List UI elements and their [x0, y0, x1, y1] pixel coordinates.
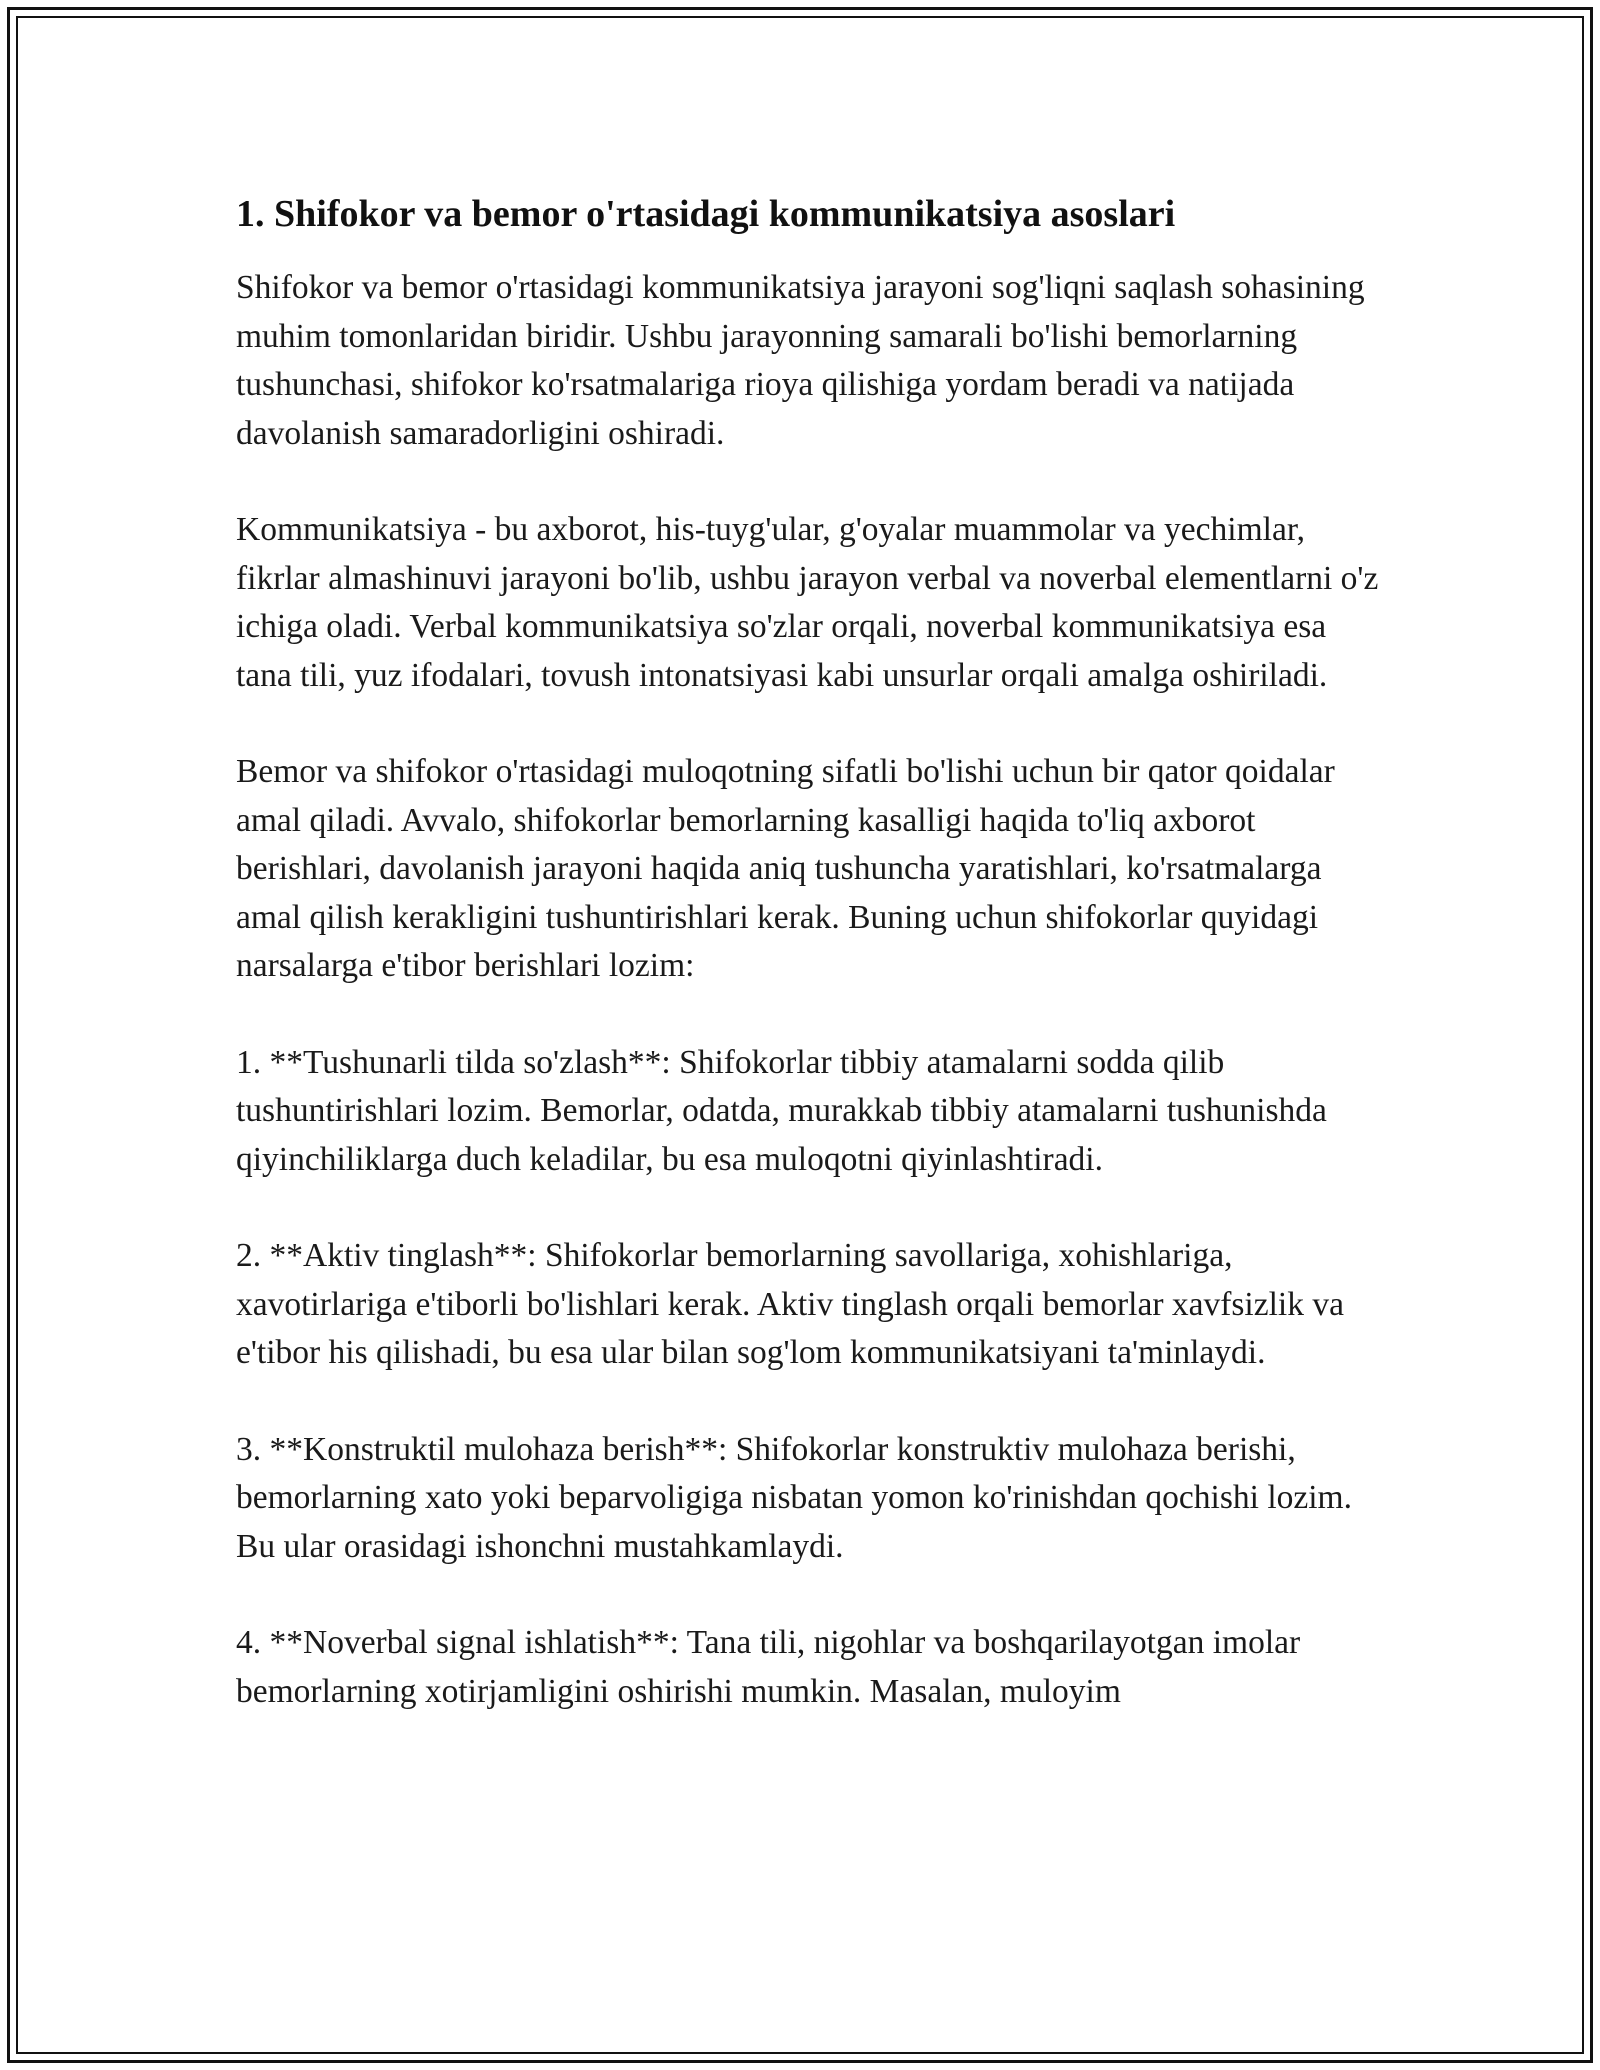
page-title: 1. Shifokor va bemor o'rtasidagi kommunikatsiya asoslari: [236, 193, 1176, 235]
list-item-plain-language: 1. **Tushunarli tilda so'zlash**: Shifokorlar tibbiy atamalarni sodda qilib tushuntirishlari lozim. Bemorlar, odatda, murakkab tibbiy atamalarni tushunishda qiyinchiliklarga duch keladilar, bu esa muloqotni qiyinlashtiradi.: [236, 1043, 1327, 1178]
paragraph-rules: Bemor va shifokor o'rtasidagi muloqotning sifatli bo'lishi uchun bir qator qoidalar amal qiladi. Avvalo, shifokorlar bemorlarning kasalligi haqida to'liq axborot berishlari, davolanish jarayoni haqida aniq tushuncha yaratishlari, ko'rsatmalarga amal qilish kerakligini tushuntirishlari kerak. Buning uchun shifokorlar quyidagi narsalarga e'tibor berishlari lozim:: [236, 753, 1335, 984]
document-body: [236, 186, 1386, 1764]
list-item-nonverbal-signals: 4. **Noverbal signal ishlatish**: Tana tili, nigohlar va boshqarilayotgan imolar bemorlarning xotirjamligini oshirishi mumkin. Masalan, muloyim: [236, 1624, 1301, 1710]
list-item-constructive-feedback: 3. **Konstruktil mulohaza berish**: Shifokorlar konstruktiv mulohaza berishi, bemorlarning xato yoki beparvoligiga nisbatan yomon ko'rinishdan qochishi lozim. Bu ular orasidagi ishonchni mustahkamlaydi.: [236, 1430, 1352, 1565]
list-item-active-listening: 2. **Aktiv tinglash**: Shifokorlar bemorlarning savollariga, xohishlariga, xavotirlariga e'tiborli bo'lishlari kerak. Aktiv tinglash orqali bemorlar xavfsizlik va e'tibor his qilishadi, bu esa ular bilan sog'lom kommunikatsiyani ta'minlaydi.: [236, 1237, 1344, 1371]
paragraph-definition: Kommunikatsiya - bu axborot, his-tuyg'ular, g'oyalar muammolar va yechimlar, fikrlar almashinuvi jarayoni bo'lib, ushbu jarayon verbal va noverbal elementlarni o'z ichiga oladi. Verbal kommunikatsiya so'zlar orqali, noverbal kommunikatsiya esa tana tili, yuz ifodalari, tovush intonatsiyasi kabi unsurlar orqali amalga oshiriladi.: [236, 511, 1379, 694]
paragraph-intro: Shifokor va bemor o'rtasidagi kommunikatsiya jarayoni sog'liqni saqlash sohasining muhim tomonlaridan biridir. Ushbu jarayonning samarali bo'lishi bemorlarning tushunchasi, shifokor ko'rsatmalariga rioya qilishiga yordam beradi va natijada davolanish samaradorligini oshiradi.: [236, 269, 1365, 452]
